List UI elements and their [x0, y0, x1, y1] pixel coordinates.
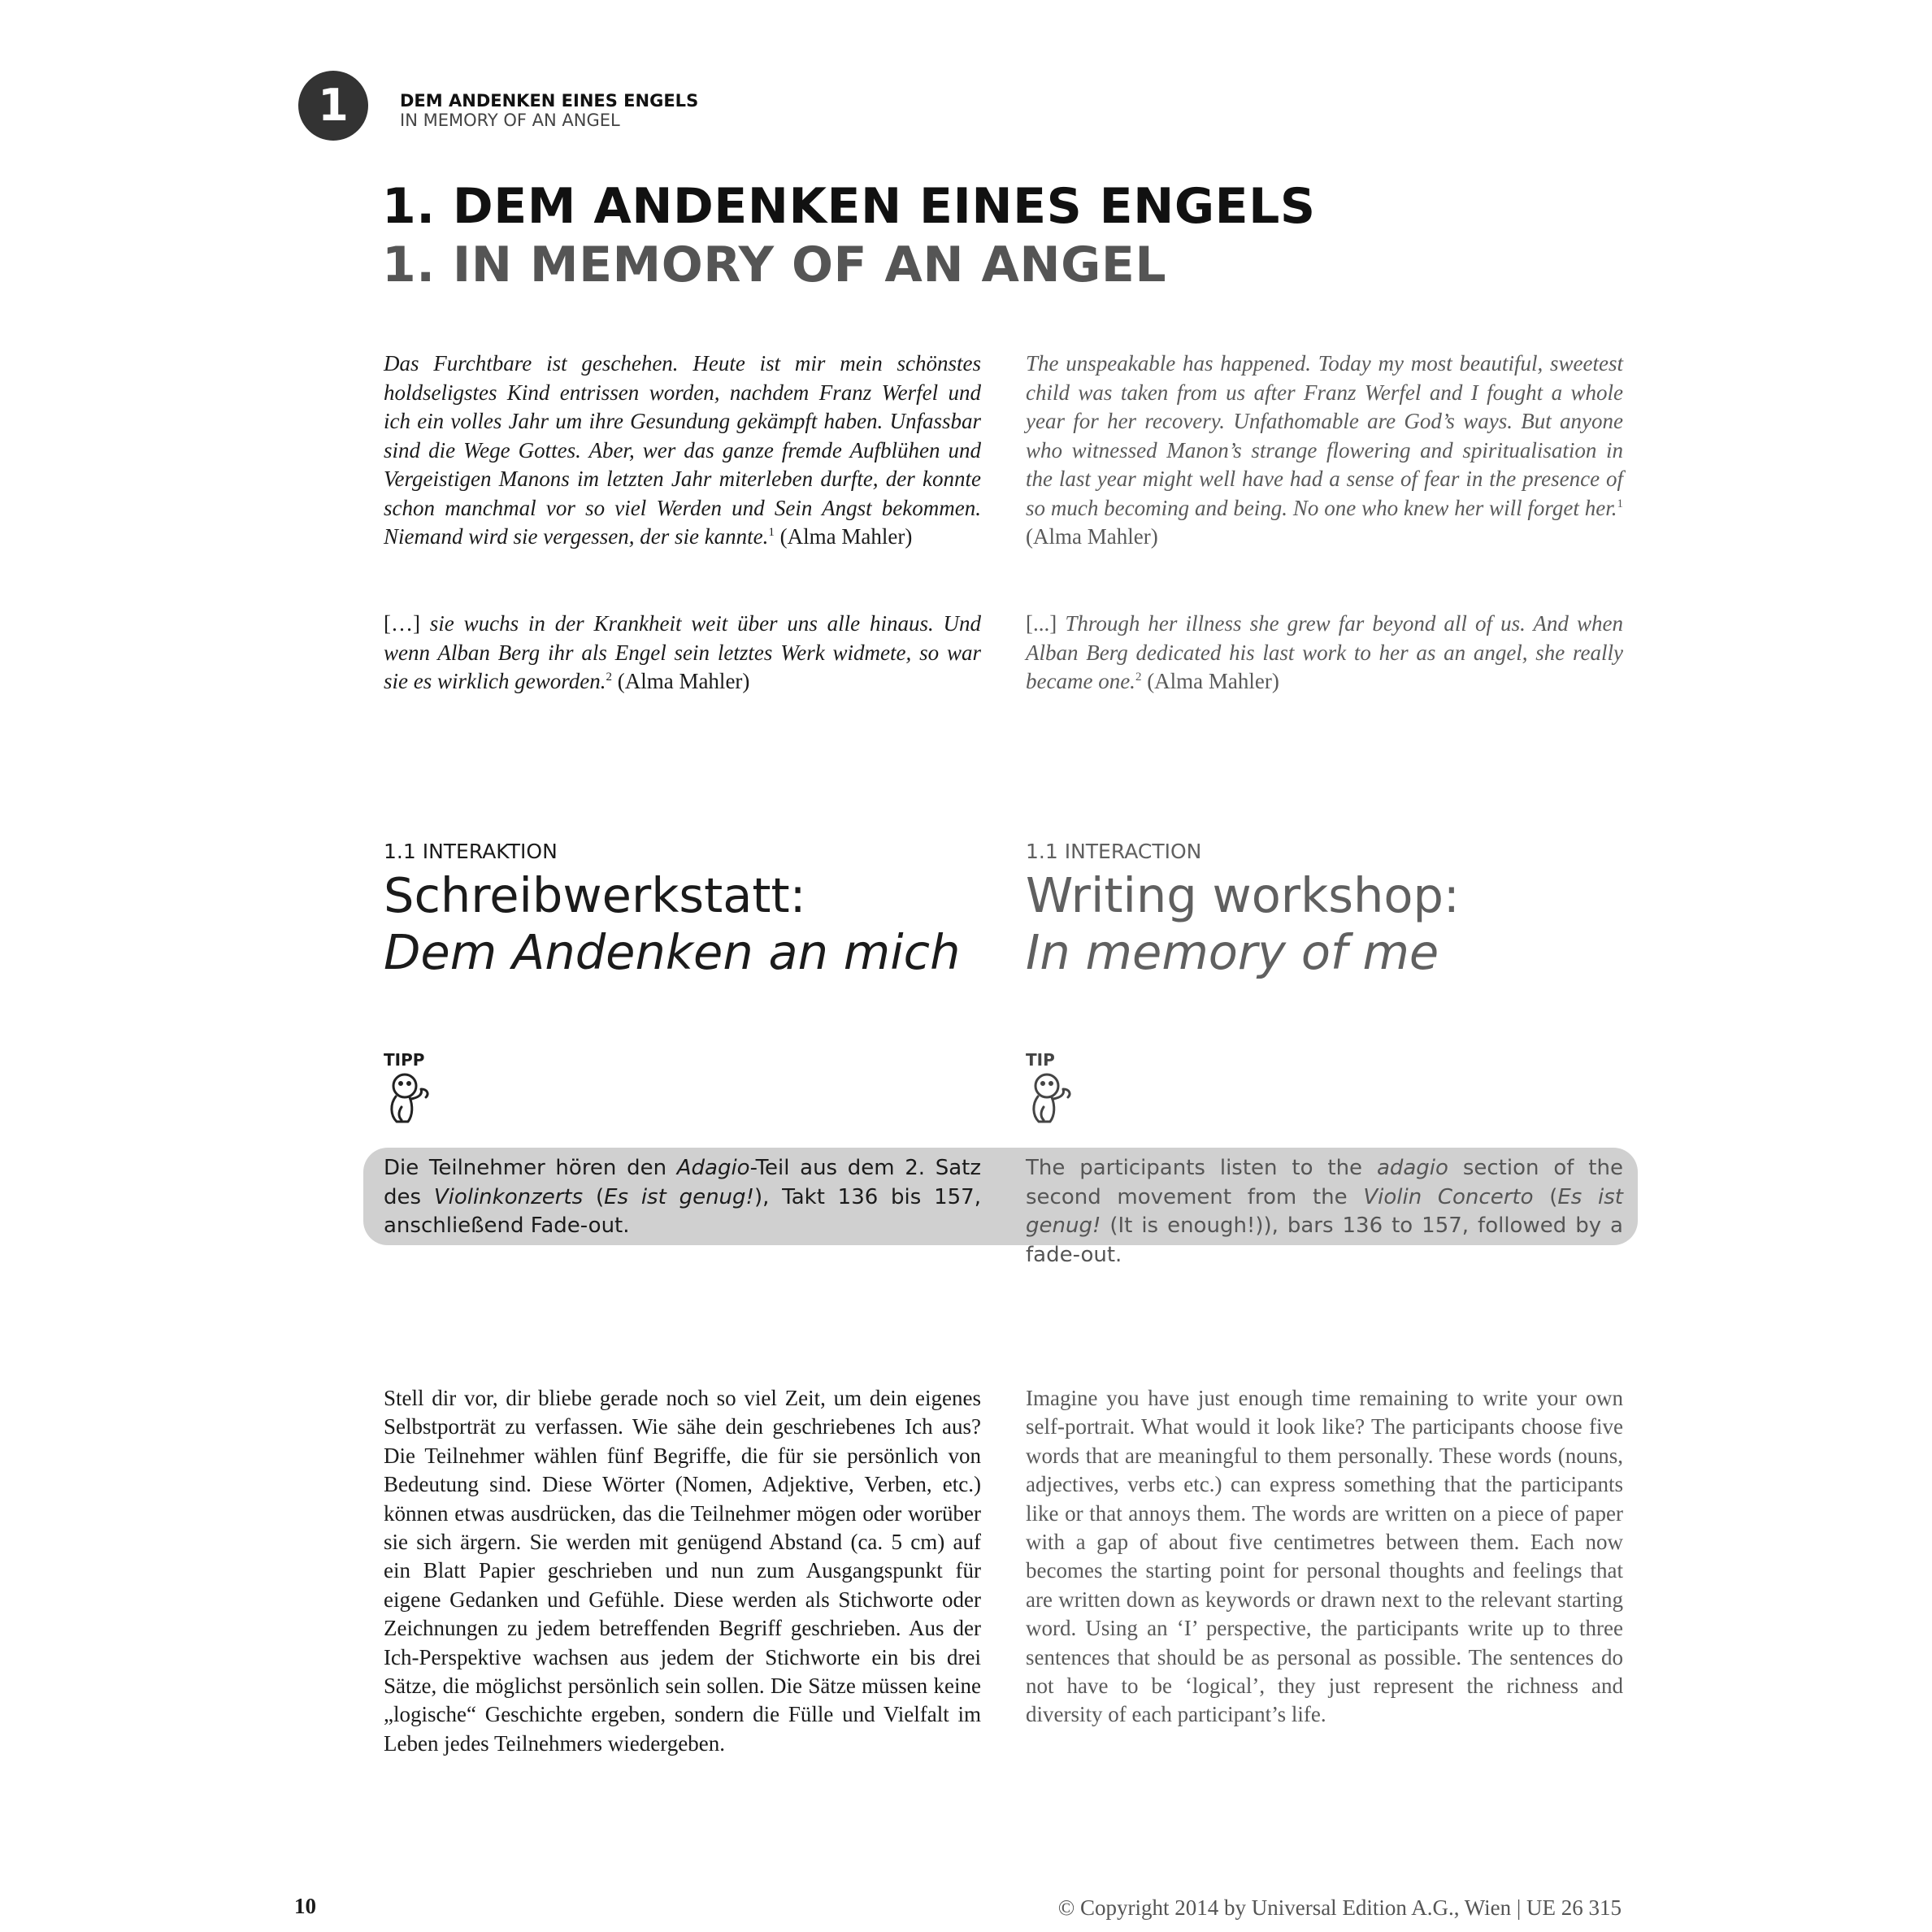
chapter-title-de: 1. DEM ANDENKEN EINES ENGELS: [382, 178, 1316, 235]
tip-text-part: The participants listen to the: [1026, 1156, 1377, 1180]
tip-text-part: (: [1533, 1184, 1558, 1209]
tip-text-part: (It is enough!)), bars 136 to 157, followed by a fade-out.: [1026, 1213, 1623, 1267]
tip-text-part: -Teil aus dem 2. Satz des: [384, 1156, 981, 1209]
tip-text-part: ), Takt 136 bis 157, anschließend Fade-out.: [384, 1184, 981, 1238]
tip-text-part: Es ist genug!: [604, 1184, 754, 1209]
quote-de-1: [384, 349, 981, 552]
section-label-en: 1.1 INTERACTION: [1026, 840, 1202, 863]
quote-ellipsis: […]: [384, 611, 420, 636]
running-title-en: IN MEMORY OF AN ANGEL: [400, 111, 620, 130]
tip-marker-en: [1026, 1050, 1078, 1131]
section-title-de-main: Schreibwerkstatt:: [384, 867, 806, 923]
tip-label-de: TIPP: [384, 1050, 425, 1070]
tip-text-part: section of the second movement from the: [1026, 1156, 1623, 1209]
tip-text-de: [384, 1154, 981, 1241]
quote-attribution: (Alma Mahler): [1147, 669, 1279, 693]
section-label-de: 1.1 INTERAKTION: [384, 840, 558, 863]
section-heading-de: [384, 840, 981, 981]
footnote-ref: 1: [1617, 497, 1623, 510]
section-subtitle-en: In memory of me: [1026, 924, 1439, 980]
quote-en-1: [1026, 349, 1623, 552]
tip-text-part: Violinkonzerts: [433, 1184, 584, 1209]
tip-text-part: Adagio: [676, 1156, 750, 1180]
section-title-en: [1026, 867, 1623, 981]
page-number: 10: [294, 1894, 316, 1918]
quote-ellipsis: [...]: [1026, 611, 1057, 636]
tip-marker-de: [384, 1050, 436, 1131]
section-title-de: [384, 867, 981, 981]
chapter-number-badge: 1: [298, 71, 368, 141]
thinking-figure-icon: [384, 1070, 436, 1127]
footnote-ref: 2: [1135, 671, 1142, 684]
tip-text-part: adagio: [1376, 1156, 1448, 1180]
quote-attribution: (Alma Mahler): [779, 524, 913, 549]
section-heading-en: [1026, 840, 1623, 981]
section-title-en-main: Writing workshop:: [1026, 867, 1460, 923]
footnote-ref: 2: [606, 671, 612, 684]
tip-text-part: Die Teilnehmer hören den: [384, 1156, 677, 1180]
quote-attribution: (Alma Mahler): [1026, 524, 1158, 549]
chapter-title: [382, 177, 1316, 294]
copyright-notice: © Copyright 2014 by Universal Edition A.G., Wien | UE 26 315: [1057, 1895, 1622, 1920]
tip-text-part: Violin Concerto: [1363, 1184, 1534, 1209]
body-text-de: Stell dir vor, dir bliebe gerade noch so viel Zeit, um dein eigenes Selbstporträt zu verfassen. Wie sähe dein geschriebenes Ich aus? Die Teilnehmer wählen fünf Begriffe, die für sie persönlich von Bedeutung sind. Diese Wörter (Nomen, Adjektive, Verben, etc.) können etwas ausdrücken, das die Teilnehmer mögen oder worüber sie sich ärgern. Sie werden mit genügend Abstand (ca. 5 cm) auf ein Blatt Papier geschrieben und nun zum Ausgangspunkt für eigene Gedanken und Gefühle. Diese werden als Stichworte oder Zeichnungen zu jedem betreffenden Begriff geschrieben. Aus der Ich-Perspektive wachsen aus jedem der Stichworte ein bis drei Sätze, die möglichst persönlich sein sollen. Die Sätze müssen keine „logische“ Geschichte ergeben, sondern die Fülle und Vielfalt im Leben jedes Teilnehmers wiedergeben.: [384, 1386, 981, 1756]
quote-de-1-text: Das Furchtbare ist geschehen. Heute ist mir mein schönstes holdseligstes Kind entrissen worden, nachdem Franz Werfel und ich ein volles Jahr um ihre Gesundung gekämpft haben. Unfassbar sind die Wege Gottes. Aber, wer das ganze fremde Aufblühen und Vergeistigen Manons im letzten Jahr miterleben durfte, der konnte schon manchmal vor so viel Werden und Sein Angst bekommen. Niemand wird sie vergessen, der sie kannte.: [384, 351, 981, 549]
quote-en-2-text: Through her illness she grew far beyond all of us. And when Alban Berg dedicated his last work to her as an angel, she really became one.: [1026, 611, 1623, 693]
chapter-title-en: 1. IN MEMORY OF AN ANGEL: [382, 237, 1167, 293]
running-header: [400, 91, 698, 130]
quote-de-2: [384, 610, 981, 697]
thinking-figure-icon: [1026, 1070, 1078, 1127]
quote-de-2-text: sie wuchs in der Krankheit weit über uns alle hinaus. Und wenn Alban Berg ihr als Engel sein letztes Werk widmete, so war sie es wirklich geworden.: [384, 611, 982, 693]
quote-en-2: [1026, 610, 1623, 697]
tip-text-part: Es ist genug!: [1026, 1184, 1623, 1238]
running-title-de: DEM ANDENKEN EINES ENGELS: [400, 91, 699, 111]
section-subtitle-de: Dem Andenken an mich: [384, 924, 961, 980]
tip-text-en: [1026, 1154, 1623, 1270]
footnote-ref: 1: [768, 526, 775, 539]
body-text-en: Imagine you have just enough time remaining to write your own self-portrait. What would it look like? The participants choose five words that are meaningful to them personally. These words (nouns, adjectives, verbs etc.) can express something that the participants like or that annoys them. The words are written on a piece of paper with a gap of about five centimetres between them. Each now becomes the starting point for personal thoughts and feelings that are written down as keywords or drawn next to the relevant starting word. Using an ‘I’ perspective, the participants write up to three sentences that should be as personal as possible. The sentences do not have to be ‘logical’, they just represent the richness and diversity of each participant’s life.: [1026, 1386, 1623, 1727]
quote-attribution: (Alma Mahler): [617, 669, 750, 693]
quote-en-1-text: The unspeakable has happened. Today my most beautiful, sweetest child was taken from us after Franz Werfel and I fought a whole year for her recovery. Unfathomable are God’s ways. But anyone who witnessed Manon’s strange flowering and spiritualisation in the last year might well have had a sense of fear in the presence of so much becoming and being. No one who knew her will forget her.: [1026, 351, 1623, 520]
tip-label-en: TIP: [1026, 1050, 1055, 1070]
tip-text-part: (: [583, 1184, 605, 1209]
